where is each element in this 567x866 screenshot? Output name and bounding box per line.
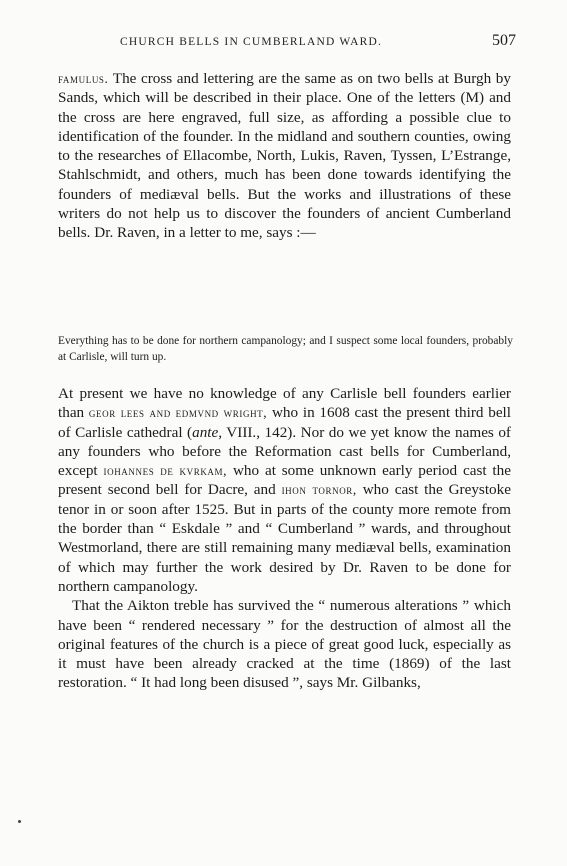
founder-names-lees-wright: geor lees and edmvnd wright, bbox=[88, 405, 268, 421]
paragraph-2-text-d: who at some unknown early period cast the present second bell for Dacre, and bbox=[58, 462, 511, 499]
paragraph-1-text: The cross and lettering are the same as on two bells at Burgh by Sands, which will be described in their place. One of the letters (M) and the cross are here engraved, full size, as affording a possible clue to identification of the founder. In the midland and southern counties, owing to the researches of Ellacombe, North, Lukis, Raven, Tyssen, L’Estrange, Stahlschmidt, and others, much has been done towards identifying the founders of mediæval bells. But the works and illustrations of these writers do not help us to discover the founders of ancient Cumberland bells. Dr. Raven, in a letter to me, says :— bbox=[58, 70, 511, 242]
block-quote: Everything has to be done for northern campanology; and I suspect some local founders, probably at Carlisle, will turn up. bbox=[58, 335, 513, 363]
paragraph-2-text-e: who cast the Greystoke tenor in or soon after 1525. But in parts of the county more remote from the border than “ Eskdale ” and “ Cumberland ” wards, and throughout Westmorland, there are still remaining many mediæval bells, examination of which may further the work desired by Dr. Raven to be done for northern campanology. bbox=[58, 481, 511, 595]
founder-name-kvrkam: iohannes de kvrkam, bbox=[103, 463, 228, 479]
paragraph-2-text-a: At present we have no knowledge of any Carlisle bell founders earlier than bbox=[58, 385, 511, 422]
ante-reference: ante bbox=[192, 423, 219, 441]
page-number: 507 bbox=[492, 32, 516, 49]
founder-name-tornor: ihon tornor, bbox=[281, 482, 357, 498]
paragraph-2-text-c: , VIII., 142). Nor do we yet know the names of any founders who before the Reformation cast bells for Cumberland, except bbox=[58, 423, 511, 480]
running-title: CHURCH BELLS IN CUMBERLAND WARD. bbox=[120, 36, 383, 48]
paragraph-aikton-treble: That the Aikton treble has survived the “ numerous alterations ” which have been “ rendered necessary ” for the destruction of almost all the original features of the church is a piece of great good luck, especially as it must have been already cracked at the time (1869) of the last restoration. “ It had long been disused ”, says Mr. Gilbanks, bbox=[58, 597, 511, 692]
body-text bbox=[58, 384, 511, 693]
paragraph-founders bbox=[58, 384, 511, 596]
print-speck bbox=[18, 820, 21, 823]
page-header bbox=[58, 34, 516, 56]
paragraph-2-text-b: who in 1608 cast the present third bell of Carlisle cathedral ( bbox=[58, 404, 511, 441]
paragraph-famulus bbox=[58, 69, 511, 243]
small-caps-famulus: famulus. bbox=[58, 71, 109, 86]
